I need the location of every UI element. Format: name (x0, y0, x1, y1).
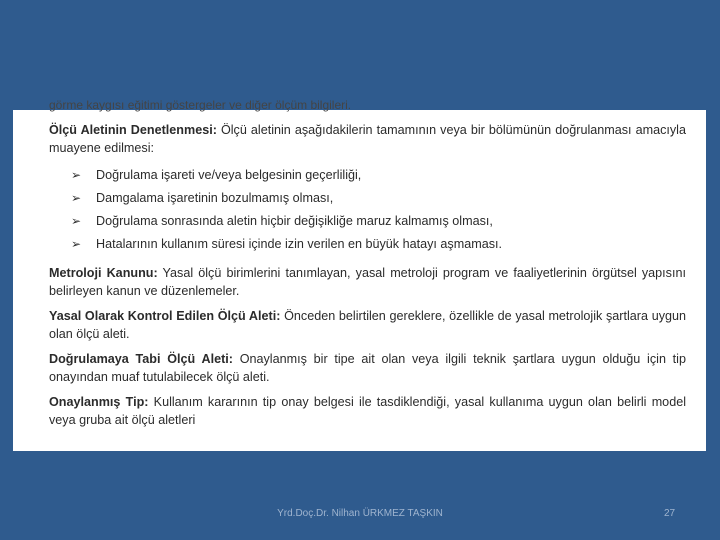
definition-term: Onaylanmış Tip: (49, 395, 149, 409)
list-item-text: Doğrulama işareti ve/veya belgesinin geçerliliği, (96, 168, 362, 182)
definition-yasal-olarak-kontrol-edilen (49, 307, 686, 343)
slide-number: 27 (664, 508, 676, 519)
definition-text: Önceden belirtilen gereklere, özellikle de yasal metrolojik şartlara uygun olan ölçü aleti. (49, 309, 687, 341)
definition-onaylanmis-tip (49, 393, 686, 429)
arrow-bullet-icon: ➢ (71, 237, 82, 251)
list-item-text: Hatalarının kullanım süresi içinde izin verilen en büyük hatayı aşmaması. (96, 237, 502, 251)
definition-text: Yasal ölçü birimlerini tanımlayan, yasal metroloji program ve faaliyetlerinin örgütsel yapısını belirleyen kanun ve düzenlemeler. (49, 266, 686, 298)
inspection-criteria-list (49, 164, 686, 256)
definition-text: Kullanım kararının tip onay belgesi ile tasdiklendiği, yasal kullanıma uygun olan belirli model veya gruba ait ölçü aletleri (49, 395, 686, 427)
document-image (13, 98, 706, 451)
list-item (71, 233, 686, 256)
definition-term: Metroloji Kanunu: (49, 266, 158, 280)
definition-metroloji-kanunu (49, 264, 686, 300)
definition-dogrulamaya-tabi (49, 350, 686, 386)
list-item-text: Doğrulama sonrasında aletin hiçbir değişikliğe maruz kalmamış olması, (96, 214, 493, 228)
list-item-text: Damgalama işaretinin bozulmamış olması, (96, 191, 334, 205)
definition-text: Ölçü aletinin aşağıdakilerin tamamının veya bir bölümünün doğrulanması amacıyla muayene edilmesi: (49, 123, 686, 155)
definition-term: Ölçü Aletinin Denetlenmesi: (49, 123, 217, 137)
definition-term: Yasal Olarak Kontrol Edilen Ölçü Aleti: (49, 309, 281, 323)
cropped-top-line: görme kaygısı eğitimi göstergeler ve diğer ölçüm bilgileri. (49, 98, 352, 112)
definition-term: Doğrulamaya Tabi Ölçü Aleti: (49, 352, 233, 366)
footer-author: Yrd.Doç.Dr. Nilhan ÜRKMEZ TAŞKIN (277, 508, 443, 519)
list-item (71, 210, 686, 233)
arrow-bullet-icon: ➢ (71, 168, 82, 182)
definition-text: Onaylanmış bir tipe ait olan veya ilgili teknik şartlara uygun olduğu için tip onayından muaf tutulabilecek ölçü aleti. (49, 352, 686, 384)
arrow-bullet-icon: ➢ (71, 191, 82, 205)
list-item (71, 187, 686, 210)
list-item (71, 164, 686, 187)
arrow-bullet-icon: ➢ (71, 214, 82, 228)
definition-olcu-aletinin-denetlenmesi (49, 121, 686, 157)
